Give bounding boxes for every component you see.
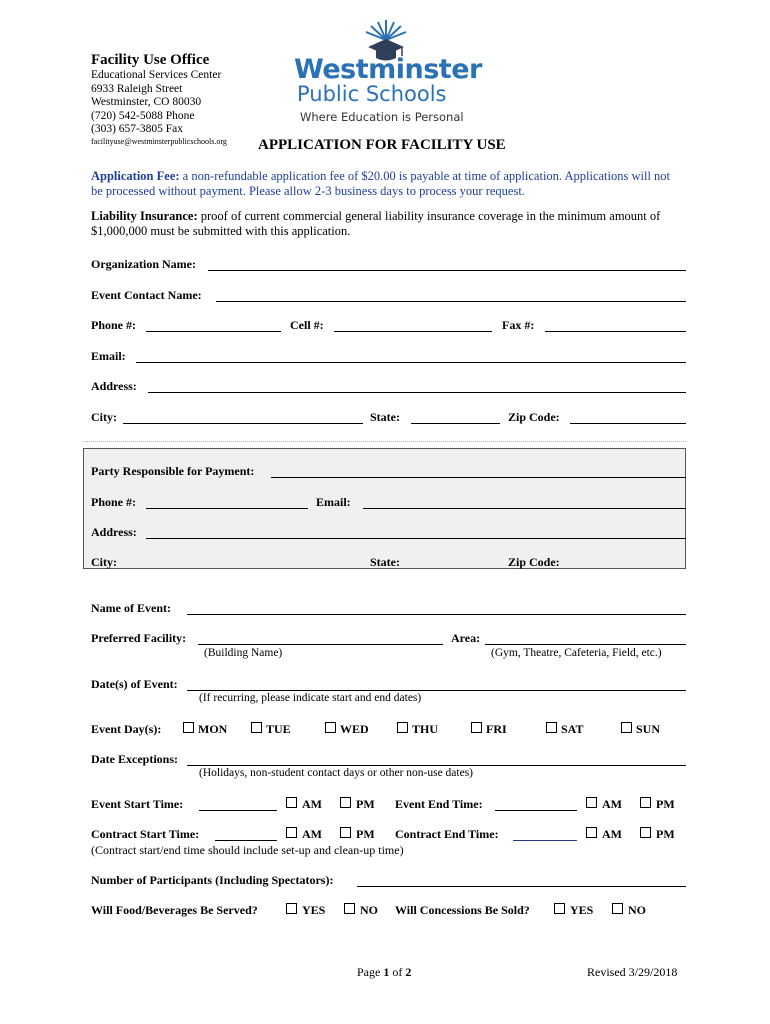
am-label: AM — [602, 797, 622, 811]
preferred-facility-field[interactable] — [198, 644, 443, 645]
concessions-yes-checkbox[interactable] — [554, 903, 565, 914]
contract-end-field[interactable] — [513, 840, 577, 841]
email-label: Email: — [91, 349, 126, 363]
am-label: AM — [302, 797, 322, 811]
mon-checkbox[interactable] — [183, 722, 194, 733]
event-end-field[interactable] — [495, 810, 577, 811]
mon-label: MON — [198, 722, 228, 736]
am-label: AM — [302, 827, 322, 841]
fri-label: FRI — [486, 722, 507, 736]
dates-hint: (If recurring, please indicate start and end dates) — [199, 692, 422, 704]
party-responsible-field[interactable] — [271, 477, 686, 478]
sun-label: SUN — [636, 722, 661, 736]
contract-start-am-checkbox[interactable] — [286, 827, 297, 838]
liability-notice — [91, 209, 660, 239]
event-dates-label: Date(s) of Event: — [91, 677, 178, 691]
thu-checkbox[interactable] — [397, 722, 408, 733]
office-email: facilityuse@westminsterpublicschools.org — [91, 137, 227, 146]
address-line: Westminster, CO 80030 — [91, 96, 202, 108]
no-label: NO — [628, 903, 646, 917]
event-start-pm-checkbox[interactable] — [340, 797, 351, 808]
address-line: Educational Services Center — [91, 69, 222, 81]
phone-field[interactable] — [146, 331, 281, 332]
payment-email-label: Email: — [316, 495, 351, 509]
organization-name-label: Organization Name: — [91, 257, 196, 271]
payment-address-field[interactable] — [146, 538, 686, 539]
event-dates-field[interactable] — [187, 690, 686, 691]
address-field[interactable] — [148, 392, 686, 393]
no-label: NO — [360, 903, 378, 917]
contract-start-pm-checkbox[interactable] — [340, 827, 351, 838]
state-label: State: — [370, 410, 400, 424]
participants-label: Number of Participants (Including Spectators): — [91, 873, 334, 887]
yes-label: YES — [570, 903, 594, 917]
fri-checkbox[interactable] — [471, 722, 482, 733]
pm-label: PM — [656, 827, 675, 841]
thu-label: THU — [412, 722, 439, 736]
area-label: Area: — [451, 631, 481, 645]
form-title: APPLICATION FOR FACILITY USE — [258, 137, 506, 153]
cell-field[interactable] — [334, 331, 492, 332]
logo-tagline: Where Education is Personal — [300, 110, 464, 124]
page-prefix: Page — [357, 965, 384, 979]
city-label: City: — [91, 410, 117, 424]
yes-label: YES — [302, 903, 326, 917]
food-no-checkbox[interactable] — [344, 903, 355, 914]
concessions-no-checkbox[interactable] — [612, 903, 623, 914]
concessions-label: Will Concessions Be Sold? — [395, 903, 530, 917]
pm-label: PM — [356, 827, 375, 841]
logo-name-line1: Westminster — [294, 54, 482, 85]
city-field[interactable] — [123, 423, 363, 424]
page-of: of — [389, 965, 406, 979]
state-field[interactable] — [411, 423, 500, 424]
application-fee-notice — [91, 169, 670, 199]
participants-field[interactable] — [357, 886, 686, 887]
date-exceptions-field[interactable] — [187, 765, 686, 766]
page-number — [357, 965, 411, 980]
insurance-label: Liability Insurance: — [91, 209, 198, 223]
payment-zip-label: Zip Code: — [508, 555, 560, 569]
payment-state-label: State: — [370, 555, 400, 569]
address-label: Address: — [91, 379, 137, 393]
tue-label: TUE — [266, 722, 291, 736]
area-hint: (Gym, Theatre, Cafeteria, Field, etc.) — [491, 647, 662, 659]
event-start-label: Event Start Time: — [91, 797, 184, 811]
wed-checkbox[interactable] — [325, 722, 336, 733]
fax-field[interactable] — [545, 331, 686, 332]
payment-email-field[interactable] — [363, 508, 686, 509]
fax-label: Fax #: — [502, 318, 535, 332]
pm-label: PM — [356, 797, 375, 811]
tue-checkbox[interactable] — [251, 722, 262, 733]
event-start-field[interactable] — [199, 810, 277, 811]
event-start-am-checkbox[interactable] — [286, 797, 297, 808]
contract-end-pm-checkbox[interactable] — [640, 827, 651, 838]
email-field[interactable] — [136, 362, 686, 363]
fee-label: Application Fee: — [91, 169, 180, 183]
contract-end-label: Contract End Time: — [395, 827, 499, 841]
payment-address-label: Address: — [91, 525, 137, 539]
sat-label: SAT — [561, 722, 584, 736]
cell-label: Cell #: — [290, 318, 324, 332]
date-exceptions-label: Date Exceptions: — [91, 752, 178, 766]
contract-time-note: (Contract start/end time should include set-up and clean-up time) — [91, 843, 404, 857]
building-hint: (Building Name) — [204, 647, 283, 659]
event-contact-field[interactable] — [216, 301, 686, 302]
exceptions-hint: (Holidays, non-student contact days or other non-use dates) — [199, 767, 474, 779]
event-end-am-checkbox[interactable] — [586, 797, 597, 808]
payment-city-label: City: — [91, 555, 117, 569]
insurance-text-2: $1,000,000 must be submitted with this application. — [91, 224, 351, 238]
preferred-facility-label: Preferred Facility: — [91, 631, 187, 645]
contract-end-am-checkbox[interactable] — [586, 827, 597, 838]
fee-text: a non-refundable application fee of $20.00 is payable at time of application. Applications will not — [179, 169, 671, 183]
revised-date: Revised 3/29/2018 — [587, 965, 678, 979]
address-line: (720) 542-5088 Phone — [91, 109, 195, 122]
fee-text-2: be processed without payment. Please allow 2-3 business days to process your request. — [91, 184, 525, 198]
organization-name-field[interactable] — [208, 270, 686, 271]
wed-label: WED — [340, 722, 369, 736]
contract-start-label: Contract Start Time: — [91, 827, 200, 841]
section-divider — [83, 441, 686, 442]
sun-checkbox[interactable] — [621, 722, 632, 733]
pm-label: PM — [656, 797, 675, 811]
logo-name-line2: Public Schools — [297, 82, 447, 106]
event-name-field[interactable] — [187, 614, 686, 615]
event-name-label: Name of Event: — [91, 601, 171, 615]
district-logo — [292, 18, 482, 128]
event-contact-label: Event Contact Name: — [91, 288, 202, 302]
am-label: AM — [602, 827, 622, 841]
page-current: 1 — [383, 965, 390, 979]
address-line: (303) 657-3805 Fax — [91, 123, 183, 135]
payment-phone-label: Phone #: — [91, 495, 136, 509]
insurance-text: proof of current commercial general liability insurance coverage in the minimum amount of — [197, 209, 661, 223]
area-field[interactable] — [485, 644, 686, 645]
page-total: 2 — [405, 965, 412, 979]
office-address — [91, 69, 221, 137]
event-end-pm-checkbox[interactable] — [640, 797, 651, 808]
contract-start-field[interactable] — [215, 840, 277, 841]
office-title: Facility Use Office — [91, 52, 210, 68]
event-days-label: Event Day(s): — [91, 722, 162, 736]
payment-phone-field[interactable] — [146, 508, 308, 509]
event-end-label: Event End Time: — [395, 797, 483, 811]
party-responsible-label: Party Responsible for Payment: — [91, 464, 255, 478]
address-line: 6933 Raleigh Street — [91, 82, 183, 95]
food-yes-checkbox[interactable] — [286, 903, 297, 914]
food-served-label: Will Food/Beverages Be Served? — [91, 903, 258, 917]
zip-field[interactable] — [570, 423, 686, 424]
zip-label: Zip Code: — [508, 410, 560, 424]
phone-label: Phone #: — [91, 318, 136, 332]
sat-checkbox[interactable] — [546, 722, 557, 733]
